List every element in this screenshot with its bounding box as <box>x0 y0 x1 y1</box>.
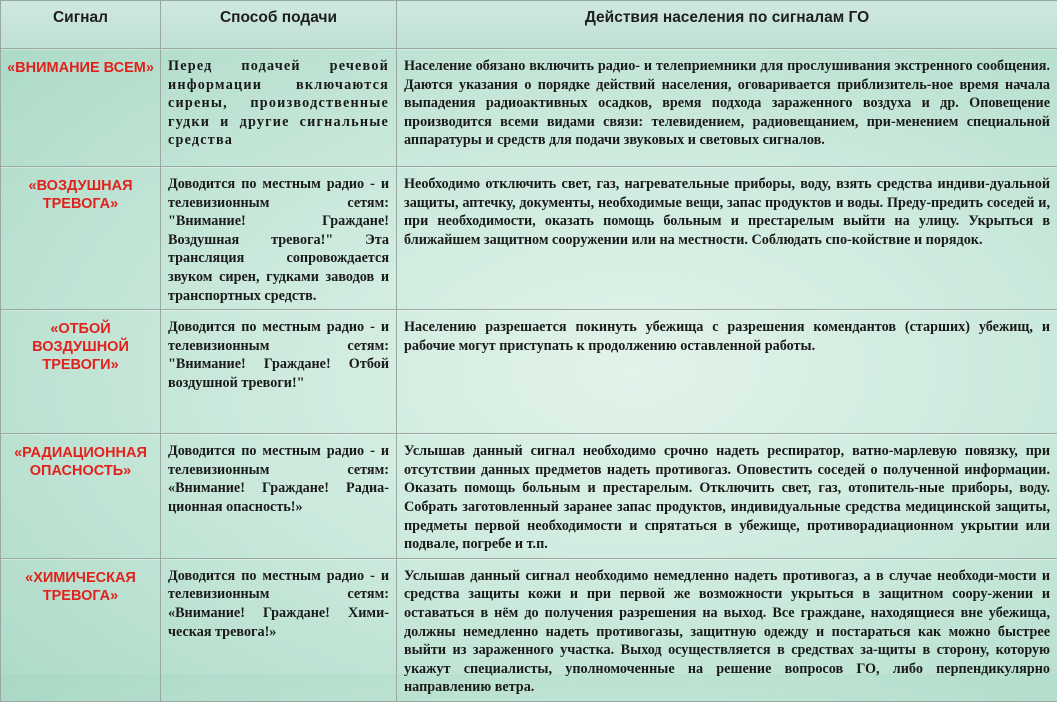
actions-cell: Услышав данный сигнал необходимо срочно надеть респиратор, ватно-марлевую повязку, при отсутствии данных предметов надеть противогаз. Оповестить соседей о полученной информации. Оказать помощь больным и престарелым. Отключить свет, газ, отопитель-ные приборы, воду. Собрать заготовленный заранее запас продуктов, индивидуальные средства медицинской защиты, предметы первой необходимости и спрятаться в убежище, противорадиационном укрытии или подвале, погребе и т.п. <box>397 434 1057 559</box>
actions-cell: Население обязано включить радио- и телеприемники для прослушивания экстренного сообщения. Даются указания о порядке действий населения, оговаривается приблизитель-ное время начала выпадения радиоактивных осадков, время подхода зараженного воздуха и др. Оповещение производится всеми видами связи: телевидением, радиовещанием, при-менением специальной аппаратуры и средств для подачи звуковых и световых сигналов. <box>397 49 1057 167</box>
signal-cell: «ВНИМАНИЕ ВСЕМ» <box>1 49 161 167</box>
method-cell: Доводится по местным радио - и телевизионным сетям: "Внимание! Граждане! Воздушная тревога!" Эта трансляция сопровождается звуком сирен, гудками заводов и транспортных средств. <box>161 167 397 310</box>
table-row <box>1 49 1057 167</box>
method-cell: Доводится по местным радио - и телевизионным сетям: «Внимание! Граждане! Хими-ческая тревога!» <box>161 558 397 701</box>
header-method: Способ подачи <box>161 1 397 49</box>
table-row <box>1 310 1057 434</box>
signal-cell: «ОТБОЙ ВОЗДУШНОЙ ТРЕВОГИ» <box>1 310 161 434</box>
signal-cell: «ХИМИЧЕСКАЯ ТРЕВОГА» <box>1 558 161 701</box>
header-signal: Сигнал <box>1 1 161 49</box>
method-cell: Доводится по местным радио - и телевизионным сетям: «Внимание! Граждане! Радиа-ционная опасность!» <box>161 434 397 559</box>
table-row <box>1 558 1057 701</box>
actions-cell: Услышав данный сигнал необходимо немедленно надеть противогаз, а в случае необходи-мости и средства защиты кожи и при первой же возможности укрыться в защитном соору-жении и оставаться в нём до получения разрешения на выход. Все граждане, находящиеся вне убежища, должны немедленно надеть противогазы, защитную одежду и постараться как можно быстрее выйти из зараженного участка. Выход осуществляется в средствах за-щиты в сторону, которую укажут специалисты, уполномоченные на решение вопросов ГО, либо перпендикулярно направлению ветра. <box>397 558 1057 701</box>
method-cell: Доводится по местным радио - и телевизионным сетям: "Внимание! Граждане! Отбой воздушной тревоги!" <box>161 310 397 434</box>
actions-cell: Населению разрешается покинуть убежища с разрешения комендантов (старших) убежищ, и рабочие могут приступать к продолжению оставленной работы. <box>397 310 1057 434</box>
header-actions: Действия населения по сигналам ГО <box>397 1 1057 49</box>
signal-cell: «ВОЗДУШНАЯ ТРЕВОГА» <box>1 167 161 310</box>
method-cell: Перед подачей речевой информации включаются сирены, производственные гудки и другие сигнальные средства <box>161 49 397 167</box>
actions-cell: Необходимо отключить свет, газ, нагревательные приборы, воду, взять средства индиви-дуальной защиты, аптечку, документы, необходимые вещи, запас продуктов и воды. Преду-предить соседей и, при необходимости, оказать помощь больным и престарелым выйти на улицу. Укрыться в ближайшем защитном сооружении или на местности. Соблюдать спо-койствие и порядок. <box>397 167 1057 310</box>
header-row <box>1 1 1057 49</box>
table-row <box>1 434 1057 559</box>
table-row <box>1 167 1057 310</box>
signal-cell: «РАДИАЦИОННАЯ ОПАСНОСТЬ» <box>1 434 161 559</box>
